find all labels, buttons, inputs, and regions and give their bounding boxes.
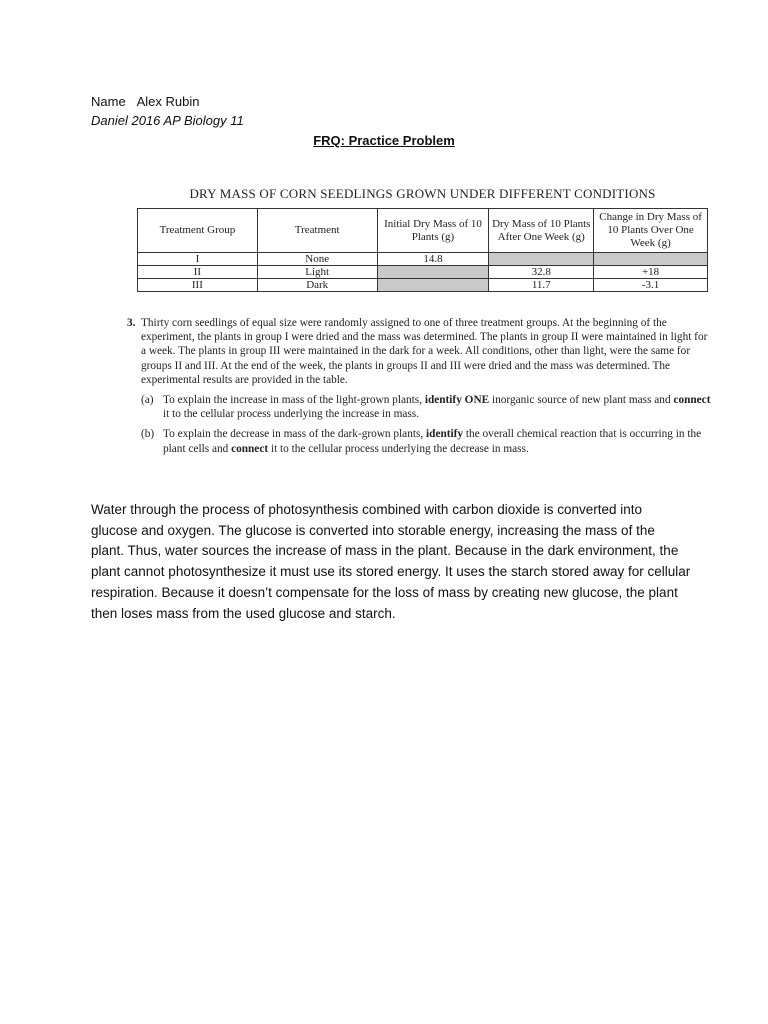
table-cell: -3.1 (594, 279, 708, 292)
table-title: DRY MASS OF CORN SEEDLINGS GROWN UNDER DIFFERENT CONDITIONS (189, 186, 656, 201)
course-line: Daniel 2016 AP Biology 11 (91, 113, 244, 128)
table-row (138, 266, 708, 279)
part-a-keyword: identify (424, 394, 462, 407)
answer-paragraph: Water through the process of photosynthesis combined with carbon dioxide is converted into glucose and oxygen. The glucose is converted into storable energy, increasing the mass of the plant. Thus, water sources the increase of mass in the plant. Because in the dark environment, the plant cannot photosynthesize it must use its stored energy. It uses the starch stored away for cellular respiration. Because it doesn’t compensate for the loss of mass by creating new glucose, the plant then loses mass from the used glucose and starch. (91, 502, 691, 621)
shaded-cell (594, 253, 708, 266)
part-a-text: To explain the increase in mass of the light-grown plants, (163, 394, 422, 407)
table-cell: II (138, 266, 258, 279)
column-header: Treatment Group (138, 209, 258, 253)
part-a-text: inorganic source of new plant mass and (491, 394, 671, 407)
name-line (91, 94, 199, 109)
shaded-cell (377, 266, 489, 279)
column-header: Treatment (257, 209, 377, 253)
table-cell: I (138, 253, 258, 266)
table-cell: Dark (257, 279, 377, 292)
table-row (138, 253, 708, 266)
part-b-keyword: connect (231, 442, 269, 455)
column-header: Change in Dry Mass of 10 Plants Over One Week (g) (594, 209, 708, 253)
table-cell: None (257, 253, 377, 266)
part-b-text: To explain the decrease in mass of the dark-grown plants, (163, 428, 424, 441)
shaded-cell (377, 279, 489, 292)
table-header-row (138, 209, 708, 253)
student-name: Alex Rubin (136, 94, 200, 109)
part-a-label: (a) (141, 394, 154, 407)
part-b-keyword: identify (426, 428, 464, 441)
column-header: Initial Dry Mass of 10 Plants (g) (377, 209, 489, 253)
table-cell: 14.8 (377, 253, 489, 266)
name-label: Name (91, 94, 126, 109)
question-number: 3. (127, 317, 136, 329)
part-b-text: it to the cellular process underlying the decrease in mass. (270, 442, 529, 455)
question-block (127, 316, 712, 456)
table-cell: 11.7 (489, 279, 594, 292)
question-stem: Thirty corn seedlings of equal size were randomly assigned to one of three treatment groups. At the beginning of the experiment, the plants in group I were dried and the mass was determined. The plants in group II were maintained in light for a week. The plants in group III were maintained in the dark for a week. All conditions, other than light, were the same for groups II and III. At the end of the week, the plants in groups II and III were dried and the mass was determined. The experimental results are provided in the table. (141, 317, 708, 386)
question-part-b (141, 427, 712, 455)
page-title: FRQ: Practice Problem (313, 133, 455, 148)
table-cell: Light (257, 266, 377, 279)
table-cell: III (138, 279, 258, 292)
table-cell: 32.8 (489, 266, 594, 279)
table-row (138, 279, 708, 292)
column-header: Dry Mass of 10 Plants After One Week (g) (489, 209, 594, 253)
table-cell: +18 (594, 266, 708, 279)
part-a-keyword: ONE (464, 394, 490, 407)
part-b-label: (b) (141, 428, 155, 441)
question-part-a (141, 393, 712, 421)
part-a-keyword: connect (673, 394, 711, 407)
part-b-text: the overall chemical reaction that is occurring in the plant cells and (163, 428, 702, 455)
data-table (137, 208, 708, 292)
part-a-text: it to the cellular process underlying the increase in mass. (163, 408, 419, 421)
shaded-cell (489, 253, 594, 266)
